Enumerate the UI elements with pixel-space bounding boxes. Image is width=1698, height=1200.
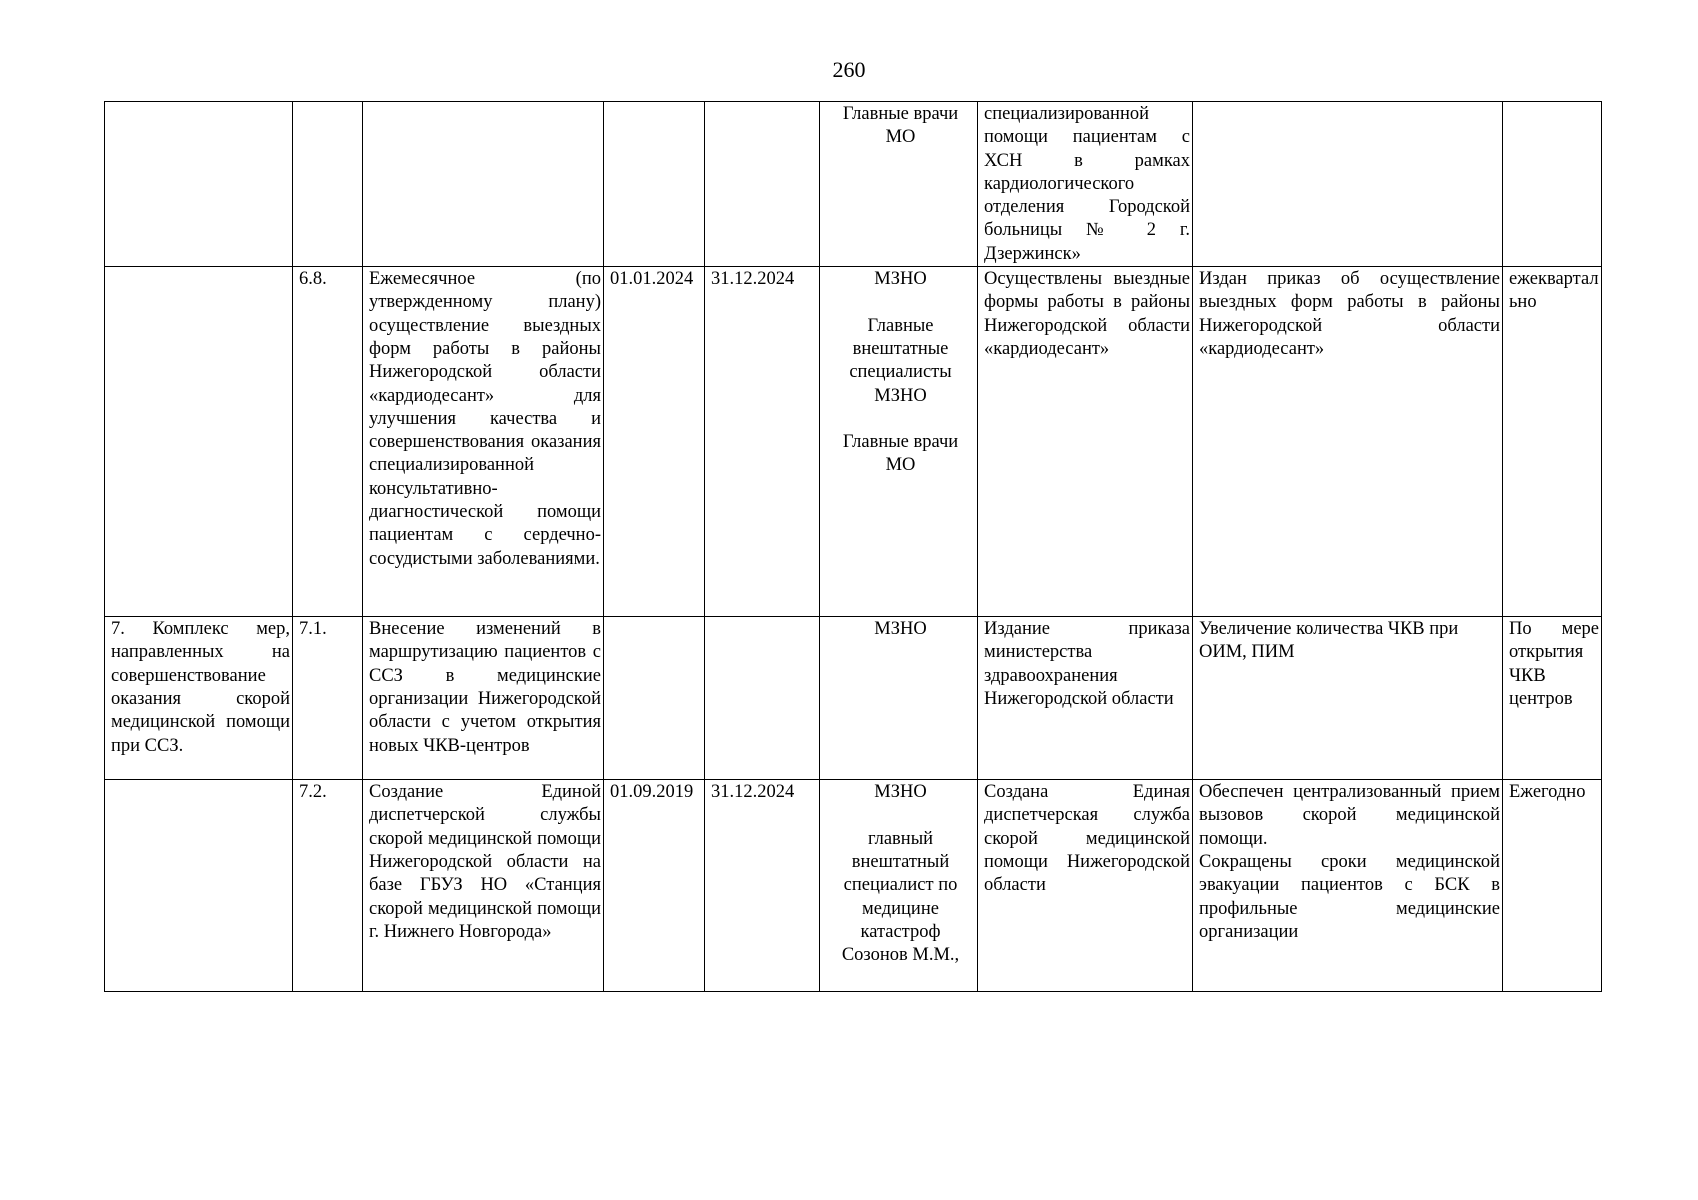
end-date-cell [705, 102, 820, 267]
end-date-cell: 31.12.2024 [705, 267, 820, 617]
number-cell: 6.8. [293, 267, 363, 617]
responsible-line: главный внештатный специалист по медицине катастроф Созонов М.М., [841, 828, 960, 966]
responsible-line: Главные внештатные специалисты МЗНО [849, 315, 952, 406]
periodicity-cell [1503, 267, 1602, 617]
result-cell: Издан приказ об осуществление выездных форм работы в районы Нижегородской области «кардиодесант» [1193, 267, 1503, 617]
indicator-cell: специализированной помощи пациентам с ХСН в рамках кардиологического отделения Городской больницы № 2 г. Дзержинск» [978, 102, 1193, 267]
responsible-cell [820, 102, 978, 267]
event-cell: Внесение изменений в маршрутизацию пациентов с ССЗ в медицинские организации Нижегородской области с учетом открытия новых ЧКВ-центров [363, 617, 604, 780]
event-cell: Создание Единой диспетчерской службы скорой медицинской помощи Нижегородской области на базе ГБУЗ НО «Станция скорой медицинской помощи г. Нижнего Новгорода» [363, 780, 604, 992]
responsible-line: МЗНО [874, 269, 927, 290]
responsible-line: Главные врачи МО [842, 104, 959, 148]
indicator-cell: Создана Единая диспетчерская служба скорой медицинской помощи Нижегородской области [978, 780, 1193, 992]
periodicity-cell: Ежегодно [1503, 780, 1602, 992]
activity-table [104, 101, 1602, 992]
page-number: 260 [832, 57, 866, 82]
goal-cell: 7. Комплекс мер, направленных на совершенствование оказания скорой медицинской помощи при ССЗ. [105, 617, 293, 780]
goal-cell [105, 267, 293, 617]
goal-cell [105, 780, 293, 992]
table-row [105, 780, 1602, 992]
result-line: Обеспечен централизованный прием вызовов скорой медицинской помощи. [1199, 782, 1500, 849]
responsible-cell [820, 780, 978, 992]
responsible-line: МЗНО [874, 782, 927, 803]
table-row [105, 617, 1602, 780]
result-cell [1193, 780, 1503, 992]
responsible-cell [820, 267, 978, 617]
end-date-cell: 31.12.2024 [705, 780, 820, 992]
indicator-cell: Осуществлены выездные формы работы в районы Нижегородской области «кардиодесант» [978, 267, 1193, 617]
start-date-cell [604, 102, 705, 267]
periodicity-cell [1503, 102, 1602, 267]
start-date-cell: 01.01.2024 [604, 267, 705, 617]
end-date-cell [705, 617, 820, 780]
start-date-cell: 01.09.2019 [604, 780, 705, 992]
result-line: Сокращены сроки медицинской эвакуации пациентов с БСК в профильные медицинские организации [1199, 851, 1500, 942]
responsible-line: Главные врачи МО [842, 432, 959, 476]
table-row [105, 102, 1602, 267]
responsible-cell [820, 617, 978, 780]
goal-cell [105, 102, 293, 267]
number-cell: 7.2. [293, 780, 363, 992]
event-cell [363, 102, 604, 267]
indicator-cell: Издание приказа министерства здравоохранения Нижегородской области [978, 617, 1193, 780]
number-cell [293, 102, 363, 267]
periodicity-text: ежеквартально [1509, 269, 1599, 313]
result-cell [1193, 102, 1503, 267]
result-cell: Увеличение количества ЧКВ при ОИМ, ПИМ [1193, 617, 1503, 780]
periodicity-cell: По мере открытия ЧКВ центров [1503, 617, 1602, 780]
number-cell: 7.1. [293, 617, 363, 780]
responsible-line: МЗНО [874, 619, 927, 640]
start-date-cell [604, 617, 705, 780]
event-cell: Ежемесячное (по утвержденному плану) осуществление выездных форм работы в районы Нижегородской области «кардиодесант» для улучшения качества и совершенствования оказания специализированной консультативно-диагностической помощи пациентам с сердечно-сосудистыми заболеваниями. [363, 267, 604, 617]
table-row [105, 267, 1602, 617]
